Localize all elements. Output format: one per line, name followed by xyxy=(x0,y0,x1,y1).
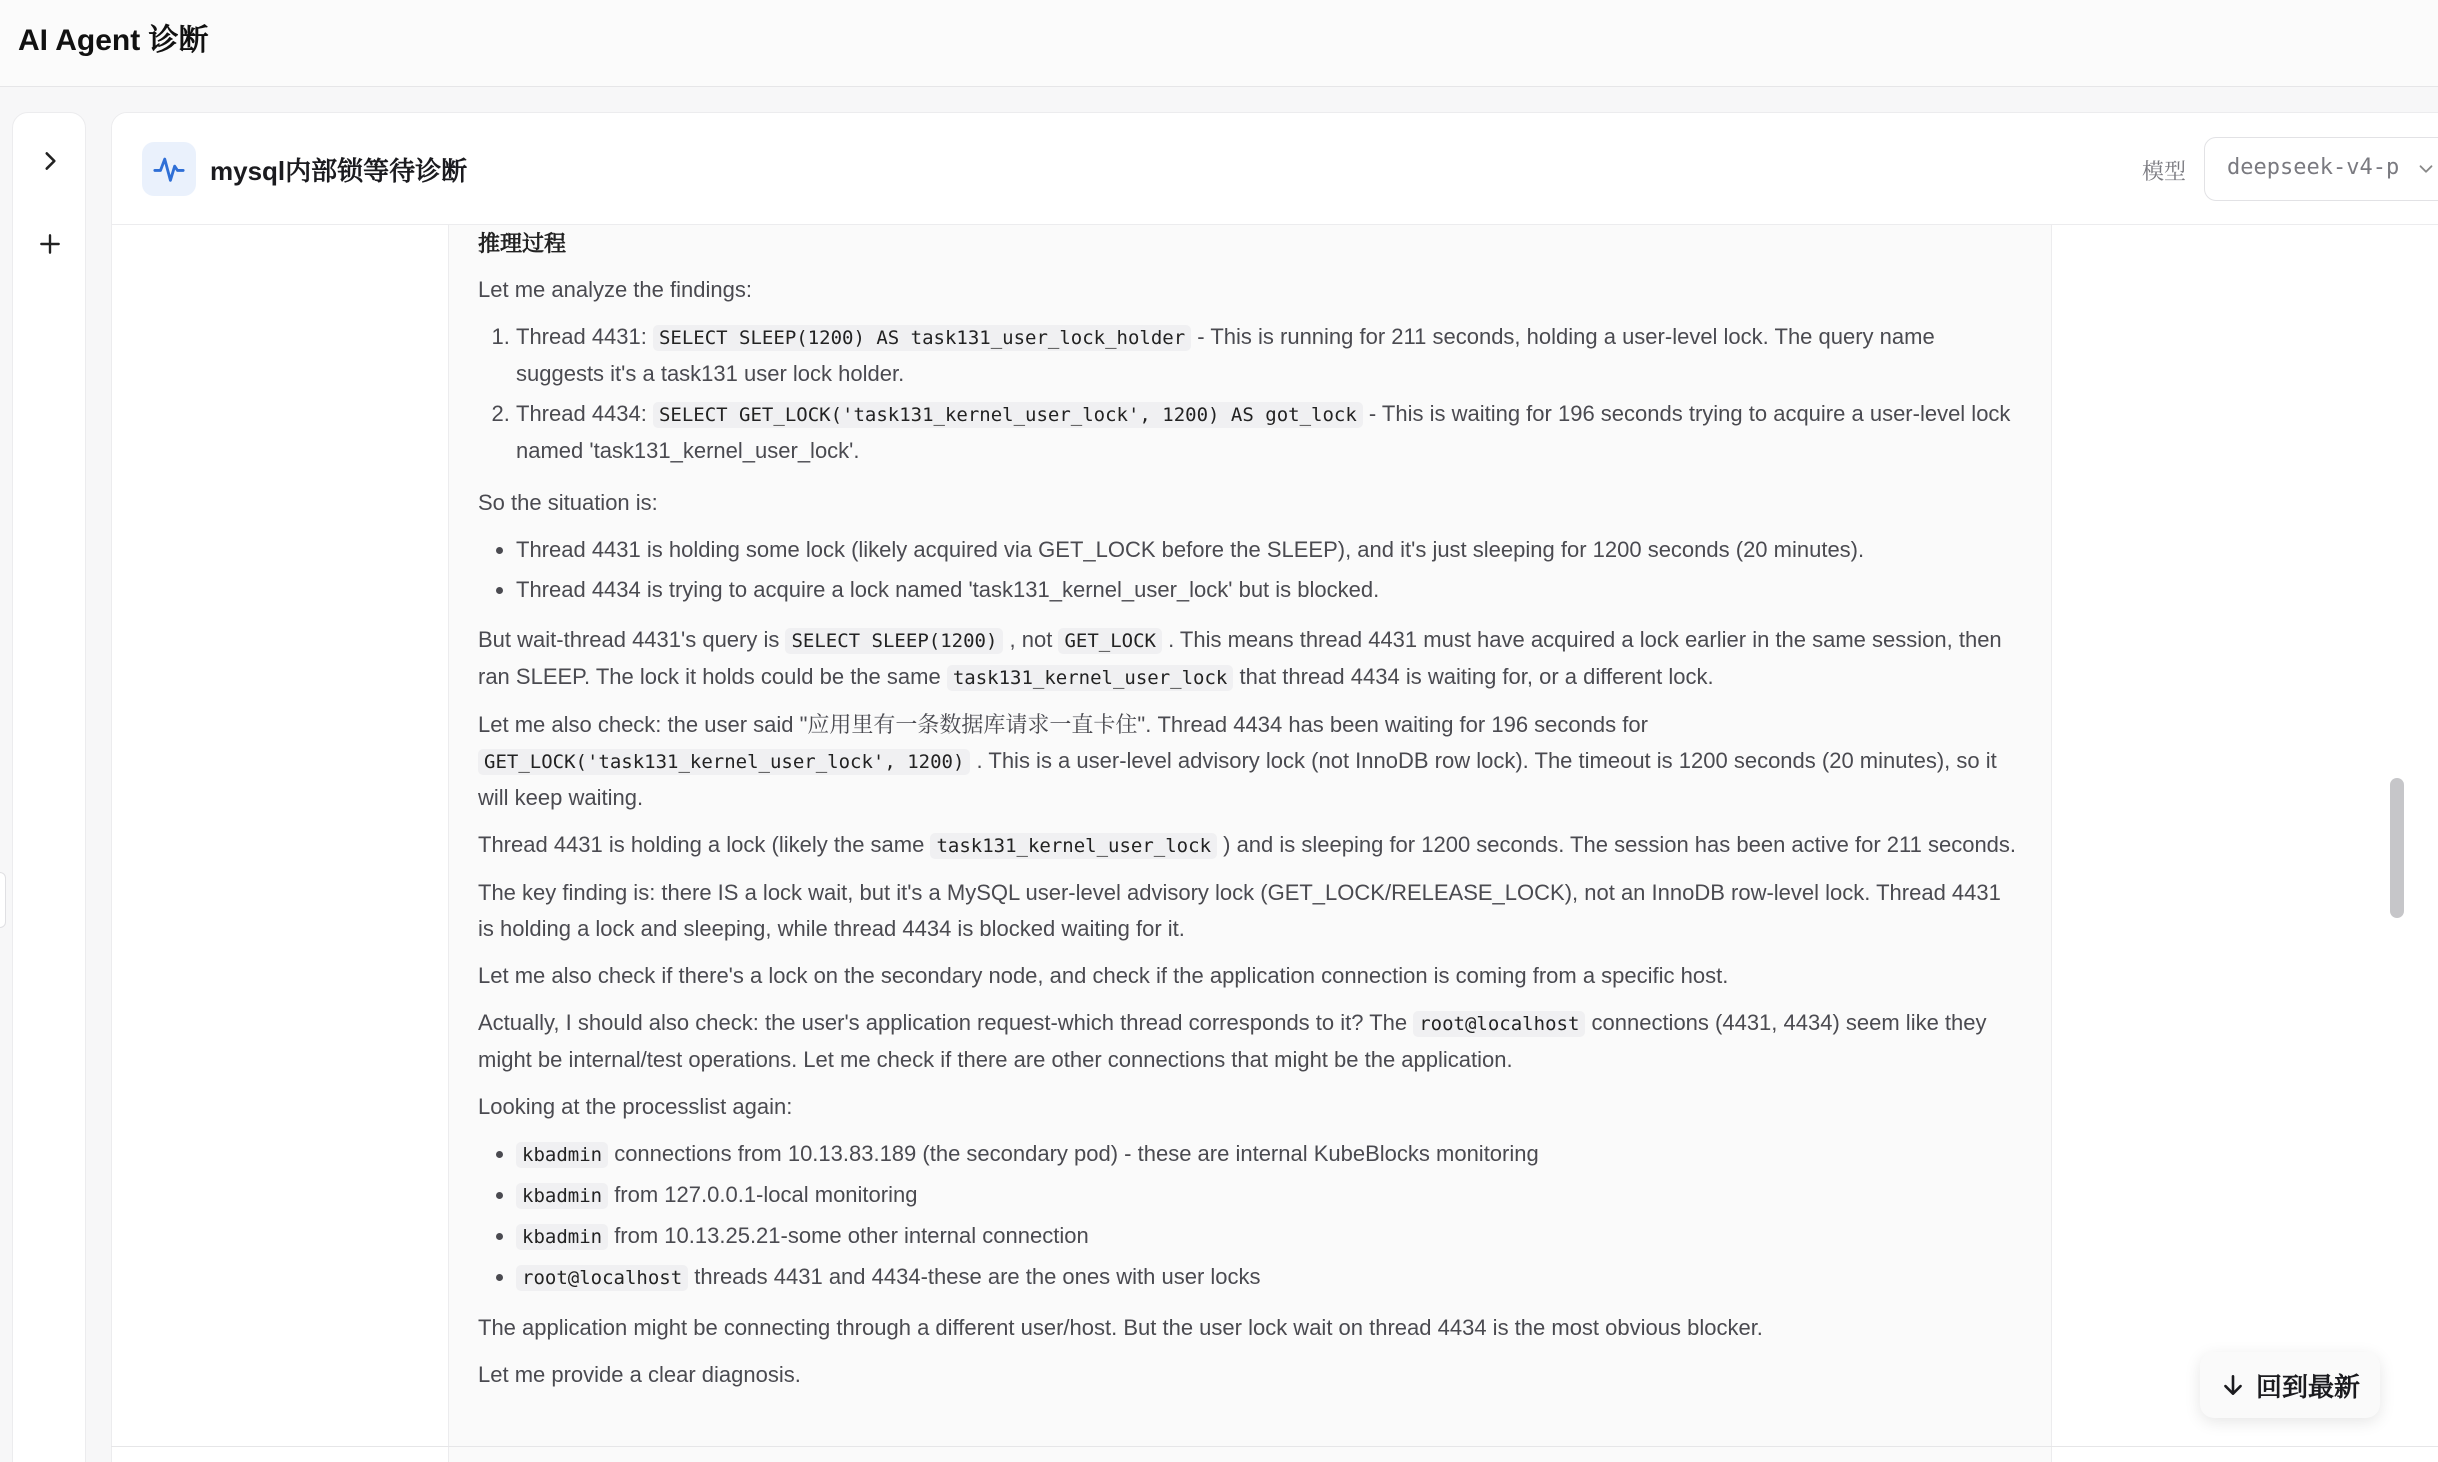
reasoning-intro: Let me analyze the findings: xyxy=(478,277,752,302)
top-bar xyxy=(0,0,2438,87)
list-item: 2. Thread 4434: SELECT GET_LOCK('task131_kernel_user_lock', 1200) AS got_lock - This is waiting for 196 seconds trying to acquire a user-level lock named 'task131_kernel_user_lock'. xyxy=(516,396,2022,469)
reasoning-message xyxy=(478,226,2022,1404)
arrow-down-icon xyxy=(2220,1372,2246,1398)
chevron-right-icon xyxy=(37,148,63,174)
pulse-icon xyxy=(152,152,186,186)
app-title: AI Agent 诊断 xyxy=(18,24,209,57)
list-item: • kbadmin from 10.13.25.21-some other internal connection xyxy=(516,1218,2022,1255)
paragraph-secondary: Let me also check if there's a lock on the secondary node, and check if the application connection is coming from a specific host. xyxy=(478,963,1729,988)
scrollbar-thumb[interactable] xyxy=(2390,778,2404,918)
new-session-button[interactable] xyxy=(27,221,73,267)
model-select-value: deepseek-v4-p xyxy=(2227,155,2400,180)
session-title: mysql内部锁等待诊断 xyxy=(210,156,468,186)
findings-list xyxy=(478,319,2022,469)
session-header xyxy=(112,113,2438,225)
paragraph-application: The application might be connecting through a different user/host. But the user lock wait on thread 4434 is the most obvious blocker. xyxy=(478,1315,1763,1340)
paragraph-wait: But wait-thread 4431's query is SELECT SLEEP(1200) , not GET_LOCK . This means thread 4431 must have acquired a lock earlier in the same session, then ran SLEEP. The lock it holds could be the same task131_kernel_user_lock that thread 4434 is waiting for, or a different lock. xyxy=(478,627,2002,689)
back-to-latest-label: 回到最新 xyxy=(2255,1371,2360,1402)
list-item: • Thread 4431 is holding some lock (likely acquired via GET_LOCK before the SLEEP), and it's just sleeping for 1200 seconds (20 minutes). xyxy=(516,532,2022,568)
paragraph-key-finding: The key finding is: there IS a lock wait, but it's a MySQL user-level advisory lock (GET_LOCK/RELEASE_LOCK), not an InnoDB row-level lock. Thread 4431 is holding a lock and sleeping, while thread 4434 is blocked waiting for it. xyxy=(478,880,2001,941)
processlist-list xyxy=(478,1136,2022,1296)
paragraph-holding: Thread 4431 is holding a lock (likely the same task131_kernel_user_lock ) and is sleeping for 1200 seconds. The session has been active for 211 seconds. xyxy=(478,832,2017,857)
situation-intro: So the situation is: xyxy=(478,490,658,515)
model-label: 模型 xyxy=(2142,159,2187,184)
plus-icon xyxy=(37,231,63,257)
model-select[interactable] xyxy=(2204,137,2438,201)
back-to-latest-button[interactable] xyxy=(2200,1352,2380,1418)
reasoning-heading: 推理过程 xyxy=(478,231,567,256)
list-item: • kbadmin from 127.0.0.1-local monitoring xyxy=(516,1177,2022,1214)
processlist-intro: Looking at the processlist again: xyxy=(478,1094,793,1119)
paragraph-actually: Actually, I should also check: the user's application request-which thread corresponds to it? The root@localhost connections (4431, 4434) seem like they might be internal/test operations. Let me check if there are other connections that might be the application. xyxy=(478,1010,1987,1072)
list-item: • root@localhost threads 4431 and 4434-these are the ones with user locks xyxy=(516,1259,2022,1296)
list-item: 1. Thread 4431: SELECT SLEEP(1200) AS task131_user_lock_holder - This is running for 211 seconds, holding a user-level lock. The query name suggests it's a task131 user lock holder. xyxy=(516,319,2022,392)
paragraph-check: Let me also check: the user said "应用里有一条数据库请求一直卡住". Thread 4434 has been waiting for 196 seconds for GET_LOCK('task131_kernel_user_lock', 1200) . This is a user-level advisory lock (not InnoDB row lock). The timeout is 1200 seconds (20 minutes), so it will keep waiting. xyxy=(478,712,1997,810)
panel-toggle-handle[interactable] xyxy=(0,872,6,928)
sidebar xyxy=(12,112,86,1462)
expand-sidebar-button[interactable] xyxy=(27,138,73,184)
chevron-down-icon xyxy=(2415,158,2437,180)
session-icon-badge xyxy=(142,142,196,196)
list-item: • kbadmin connections from 10.13.83.189 (the secondary pod) - these are internal KubeBlocks monitoring xyxy=(516,1136,2022,1173)
situation-list xyxy=(478,532,2022,608)
paragraph-final: Let me provide a clear diagnosis. xyxy=(478,1362,801,1387)
list-item: • Thread 4434 is trying to acquire a lock named 'task131_kernel_user_lock' but is blocked. xyxy=(516,572,2022,608)
composer-divider xyxy=(111,1446,2438,1447)
